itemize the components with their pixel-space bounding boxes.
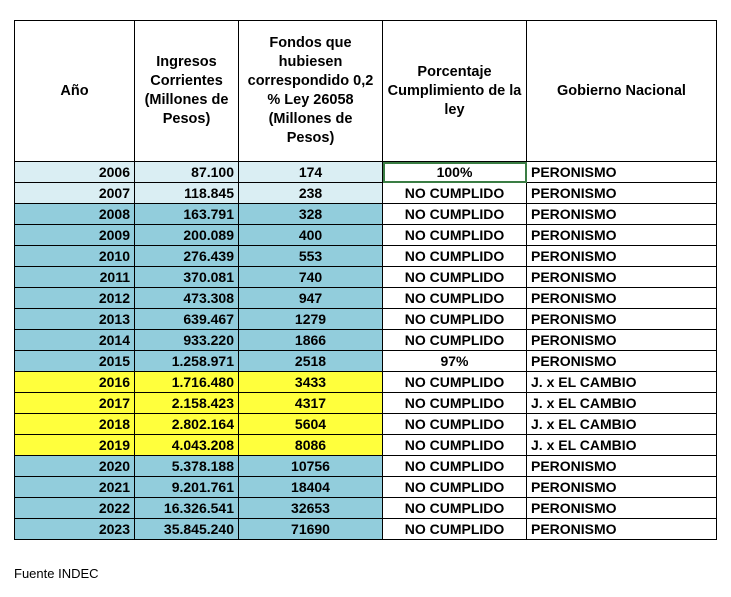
header-porcentaje[interactable]: Porcentaje Cumplimiento de la ley [383, 21, 527, 162]
cell-year[interactable]: 2007 [15, 183, 135, 204]
table-row [15, 225, 717, 246]
cell-ingresos[interactable]: 1.716.480 [135, 372, 239, 393]
cell-gobierno[interactable]: J. x EL CAMBIO [527, 372, 717, 393]
cell-ingresos[interactable]: 5.378.188 [135, 456, 239, 477]
cell-fondos[interactable]: 18404 [239, 477, 383, 498]
cell-gobierno[interactable]: PERONISMO [527, 351, 717, 372]
header-year[interactable]: Año [15, 21, 135, 162]
cell-ingresos[interactable]: 370.081 [135, 267, 239, 288]
header-ingresos[interactable]: Ingresos Corrientes (Millones de Pesos) [135, 21, 239, 162]
header-fondos[interactable]: Fondos que hubiesen correspondido 0,2 % Ley 26058 (Millones de Pesos) [239, 21, 383, 162]
cell-year[interactable]: 2014 [15, 330, 135, 351]
table-row [15, 204, 717, 225]
cell-gobierno[interactable]: J. x EL CAMBIO [527, 393, 717, 414]
cell-year[interactable]: 2012 [15, 288, 135, 309]
table-row [15, 435, 717, 456]
cell-fondos[interactable]: 3433 [239, 372, 383, 393]
table-row [15, 393, 717, 414]
table-row [15, 456, 717, 477]
cell-porcentaje[interactable]: NO CUMPLIDO [383, 309, 527, 330]
cell-gobierno[interactable]: PERONISMO [527, 246, 717, 267]
cell-year[interactable]: 2019 [15, 435, 135, 456]
table-row [15, 309, 717, 330]
cell-fondos[interactable]: 328 [239, 204, 383, 225]
table-row [15, 477, 717, 498]
cell-porcentaje[interactable]: NO CUMPLIDO [383, 456, 527, 477]
cell-gobierno[interactable]: PERONISMO [527, 204, 717, 225]
table-row [15, 351, 717, 372]
cell-gobierno[interactable]: PERONISMO [527, 309, 717, 330]
cell-porcentaje[interactable]: 100% [383, 162, 527, 183]
table-row [15, 267, 717, 288]
table-row [15, 330, 717, 351]
cell-fondos[interactable]: 10756 [239, 456, 383, 477]
table-row [15, 414, 717, 435]
cell-year[interactable]: 2018 [15, 414, 135, 435]
cell-ingresos[interactable]: 639.467 [135, 309, 239, 330]
cell-gobierno[interactable]: PERONISMO [527, 330, 717, 351]
table-row [15, 288, 717, 309]
source-note: Fuente INDEC [14, 566, 99, 581]
cell-gobierno[interactable]: PERONISMO [527, 477, 717, 498]
cell-ingresos[interactable]: 35.845.240 [135, 519, 239, 540]
cell-porcentaje[interactable]: NO CUMPLIDO [383, 519, 527, 540]
cell-porcentaje[interactable]: NO CUMPLIDO [383, 393, 527, 414]
cell-fondos[interactable]: 947 [239, 288, 383, 309]
cell-gobierno[interactable]: PERONISMO [527, 225, 717, 246]
cell-porcentaje[interactable]: NO CUMPLIDO [383, 246, 527, 267]
cell-year[interactable]: 2022 [15, 498, 135, 519]
table-row [15, 519, 717, 540]
header-gobierno[interactable]: Gobierno Nacional [527, 21, 717, 162]
header-row [15, 21, 717, 162]
cell-fondos[interactable]: 32653 [239, 498, 383, 519]
cell-porcentaje[interactable]: NO CUMPLIDO [383, 477, 527, 498]
cell-ingresos[interactable]: 9.201.761 [135, 477, 239, 498]
cell-year[interactable]: 2020 [15, 456, 135, 477]
cell-porcentaje[interactable]: 97% [383, 351, 527, 372]
cell-porcentaje[interactable]: NO CUMPLIDO [383, 288, 527, 309]
cell-year[interactable]: 2017 [15, 393, 135, 414]
cell-fondos[interactable]: 4317 [239, 393, 383, 414]
cell-gobierno[interactable]: PERONISMO [527, 183, 717, 204]
cell-year[interactable]: 2009 [15, 225, 135, 246]
cell-ingresos[interactable]: 1.258.971 [135, 351, 239, 372]
cell-fondos[interactable]: 5604 [239, 414, 383, 435]
cell-ingresos[interactable]: 2.802.164 [135, 414, 239, 435]
cell-fondos[interactable]: 2518 [239, 351, 383, 372]
cell-porcentaje[interactable]: NO CUMPLIDO [383, 267, 527, 288]
cell-year[interactable]: 2010 [15, 246, 135, 267]
cell-porcentaje[interactable]: NO CUMPLIDO [383, 225, 527, 246]
cell-ingresos[interactable]: 933.220 [135, 330, 239, 351]
cell-fondos[interactable]: 1279 [239, 309, 383, 330]
cell-porcentaje[interactable]: NO CUMPLIDO [383, 330, 527, 351]
cell-gobierno[interactable]: PERONISMO [527, 498, 717, 519]
table-row [15, 246, 717, 267]
cell-porcentaje[interactable]: NO CUMPLIDO [383, 435, 527, 456]
cell-gobierno[interactable]: J. x EL CAMBIO [527, 435, 717, 456]
cell-ingresos[interactable]: 276.439 [135, 246, 239, 267]
cell-ingresos[interactable]: 4.043.208 [135, 435, 239, 456]
cell-fondos[interactable]: 8086 [239, 435, 383, 456]
cell-porcentaje[interactable]: NO CUMPLIDO [383, 204, 527, 225]
cell-fondos[interactable]: 740 [239, 267, 383, 288]
cell-year[interactable]: 2006 [15, 162, 135, 183]
table-row [15, 372, 717, 393]
cell-ingresos[interactable]: 163.791 [135, 204, 239, 225]
cell-ingresos[interactable]: 16.326.541 [135, 498, 239, 519]
cell-porcentaje[interactable]: NO CUMPLIDO [383, 183, 527, 204]
cell-ingresos[interactable]: 473.308 [135, 288, 239, 309]
cell-fondos[interactable]: 238 [239, 183, 383, 204]
data-table [14, 20, 717, 540]
cell-year[interactable]: 2011 [15, 267, 135, 288]
cell-year[interactable]: 2015 [15, 351, 135, 372]
cell-year[interactable]: 2021 [15, 477, 135, 498]
cell-fondos[interactable]: 174 [239, 162, 383, 183]
cell-ingresos[interactable]: 87.100 [135, 162, 239, 183]
table-row [15, 183, 717, 204]
cell-gobierno[interactable]: PERONISMO [527, 162, 717, 183]
cell-year[interactable]: 2013 [15, 309, 135, 330]
cell-year[interactable]: 2008 [15, 204, 135, 225]
cell-fondos[interactable]: 1866 [239, 330, 383, 351]
cell-fondos[interactable]: 553 [239, 246, 383, 267]
cell-porcentaje[interactable]: NO CUMPLIDO [383, 498, 527, 519]
cell-gobierno[interactable]: PERONISMO [527, 456, 717, 477]
cell-year[interactable]: 2016 [15, 372, 135, 393]
cell-porcentaje[interactable]: NO CUMPLIDO [383, 372, 527, 393]
cell-gobierno[interactable]: PERONISMO [527, 519, 717, 540]
cell-gobierno[interactable]: PERONISMO [527, 288, 717, 309]
cell-year[interactable]: 2023 [15, 519, 135, 540]
cell-fondos[interactable]: 71690 [239, 519, 383, 540]
table-row [15, 498, 717, 519]
cell-gobierno[interactable]: PERONISMO [527, 267, 717, 288]
cell-fondos[interactable]: 400 [239, 225, 383, 246]
cell-gobierno[interactable]: J. x EL CAMBIO [527, 414, 717, 435]
cell-ingresos[interactable]: 118.845 [135, 183, 239, 204]
cell-ingresos[interactable]: 2.158.423 [135, 393, 239, 414]
cell-ingresos[interactable]: 200.089 [135, 225, 239, 246]
table-row [15, 162, 717, 183]
cell-porcentaje[interactable]: NO CUMPLIDO [383, 414, 527, 435]
